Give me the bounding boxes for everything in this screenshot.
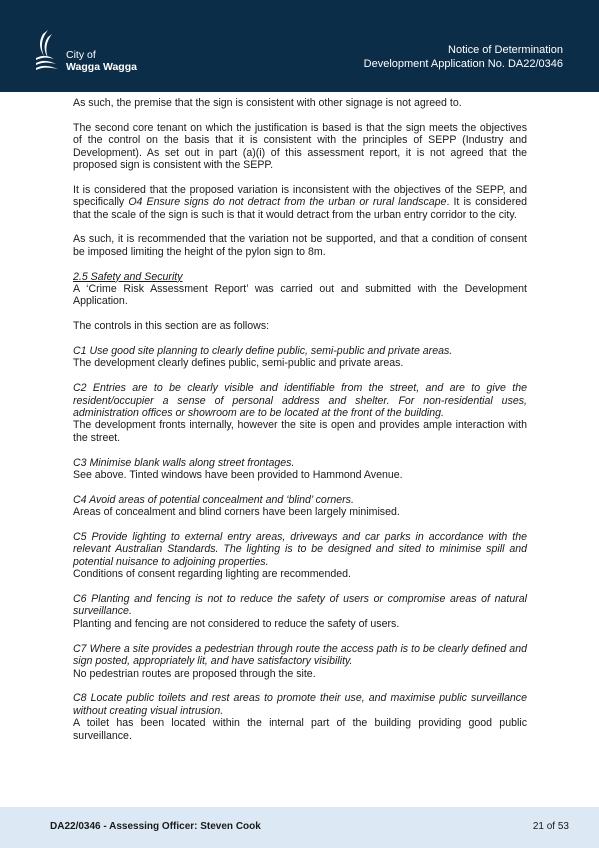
control-criterion: C4 Avoid areas of potential concealment and ‘blind’ corners. [73, 493, 354, 506]
control-criterion: C3 Minimise blank walls along street frontages. [73, 456, 295, 469]
control-response: Planting and fencing are not considered to reduce the safety of users. [73, 617, 400, 630]
control-response: A toilet has been located within the internal part of the building providing good public surveillance. [73, 717, 527, 742]
control-item [73, 382, 527, 444]
wagga-wagga-logo-icon [34, 28, 64, 72]
document-title-line2: Development Application No. DA22/0346 [363, 58, 563, 70]
control-criterion: C6 Planting and fencing is not to reduce the safety of users or compromise areas of natural surveillance. [73, 593, 527, 618]
control-criterion: C8 Locate public toilets and rest areas to promote their use, and maximise public surveillance without creating visual intrusion. [73, 692, 527, 717]
control-response: No pedestrian routes are proposed through the site. [73, 667, 316, 680]
control-response: Conditions of consent regarding lighting are recommended. [73, 568, 351, 581]
controls-intro: The controls in this section are as follows: [73, 320, 270, 333]
section-heading: 2.5 Safety and Security [73, 270, 183, 283]
section-2-5 [73, 271, 527, 308]
control-item [73, 345, 527, 370]
section-text: A ‘Crime Risk Assessment Report’ was carried out and submitted with the Development Application. [73, 283, 527, 308]
control-item [73, 457, 527, 482]
logo-wordmark [66, 49, 137, 73]
document-title [364, 43, 563, 71]
logo-line1: City of [66, 49, 96, 61]
control-criterion: C5 Provide lighting to external entry areas, driveways and car parks in accordance with the relevant Australian Standards. The lighting is to be designed and sited to minimise spill and potential nuisance to adjoining properties. [73, 531, 527, 568]
document-body [73, 97, 527, 754]
page-number: 21 of 53 [532, 821, 569, 832]
logo-line2: Wagga Wagga [66, 61, 137, 73]
control-response: The development clearly defines public, semi-public and private areas. [73, 357, 404, 370]
paragraph-2: The second core tenant on which the justification is based is that the sign meets the objectives of the control on the basis that it is consistent with the principles of SEPP (Industry and Development). As set out in part (a)(i) of this assessment report, it is not agreed that the proposed sign is consistent with the SEPP. [73, 121, 527, 172]
footer-officer: DA22/0346 - Assessing Officer: Steven Cook [50, 821, 261, 832]
control-response: See above. Tinted windows have been provided to Hammond Avenue. [73, 469, 403, 482]
control-item [73, 692, 527, 742]
control-response: Areas of concealment and blind corners have been largely minimised. [73, 506, 400, 519]
control-item [73, 531, 527, 581]
page-header [0, 0, 599, 92]
control-criterion: C1 Use good site planning to clearly define public, semi-public and private areas. [73, 345, 453, 358]
control-item [73, 643, 527, 680]
document-title-line1: Notice of Determination [448, 44, 563, 56]
paragraph-3-part-a: It is considered that the proposed variation is inconsistent with the objectives of the SEPP, and specifically [73, 183, 527, 209]
control-response: The development fronts internally, however the site is open and provides ample interaction with the street. [73, 419, 527, 444]
control-criterion: C7 Where a site provides a pedestrian through route the access path is to be clearly defined and sign posted, appropriately lit, and have satisfactory visibility. [73, 642, 527, 668]
control-item [73, 593, 527, 630]
paragraph-1: As such, the premise that the sign is consistent with other signage is not agreed to. [73, 97, 462, 109]
council-logo [34, 28, 144, 78]
paragraph-3 [73, 184, 527, 221]
page-footer [0, 807, 599, 848]
paragraph-3-part-c: . It is considered that the scale of the sign is such is that it would detract from the urban entry corridor to the city. [73, 196, 528, 221]
control-item [73, 494, 527, 519]
control-criterion: C2 Entries are to be clearly visible and identifiable from the street, and are to give the resident/occupier a sense of personal address and shelter. For non-residential uses, administration offices or showroom are to be located at the front of the building. [73, 382, 527, 420]
paragraph-4: As such, it is recommended that the variation not be supported, and that a condition of consent be imposed limiting the height of the pylon sign to 8m. [73, 233, 527, 258]
paragraph-3-objective: O4 Ensure signs do not detract from the urban or rural landscape [128, 196, 447, 209]
